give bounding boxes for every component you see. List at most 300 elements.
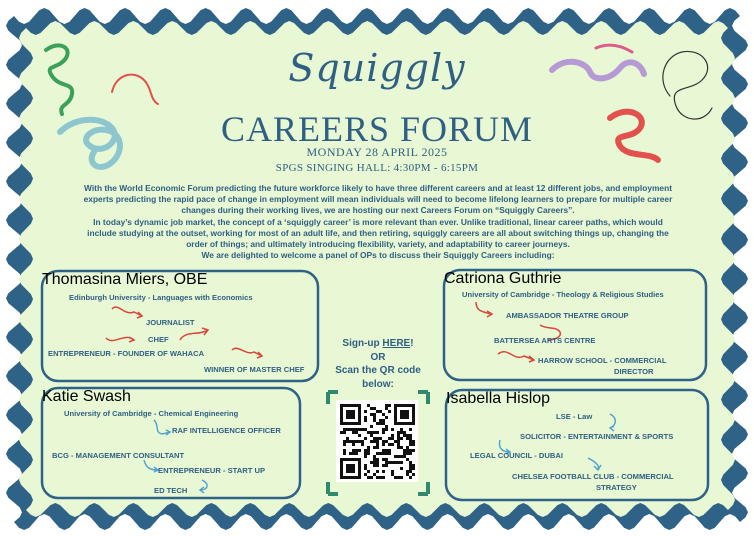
qr-module [400, 404, 403, 407]
qr-module [376, 446, 379, 449]
qr-module [349, 458, 352, 461]
qr-module [412, 413, 415, 416]
qr-module [403, 434, 406, 437]
qr-module [343, 443, 346, 446]
qr-module [400, 476, 403, 479]
qr-module [340, 410, 343, 413]
qr-module [340, 461, 343, 464]
qr-module [346, 437, 349, 440]
qr-module [358, 473, 361, 476]
qr-module [409, 452, 412, 455]
qr-module [412, 416, 415, 419]
qr-module [403, 449, 406, 452]
qr-module [388, 443, 391, 446]
qr-module [397, 422, 400, 425]
qr-module [409, 443, 412, 446]
speaker-name: Katie Swash [42, 388, 131, 405]
qr-module [373, 407, 376, 410]
qr-module [385, 440, 388, 443]
script-title: Squiggly [288, 46, 466, 90]
qr-module [355, 428, 358, 431]
qr-module [352, 431, 355, 434]
qr-module [400, 422, 403, 425]
qr-module [397, 476, 400, 479]
qr-module [400, 431, 403, 434]
qr-module [355, 452, 358, 455]
qr-module [394, 422, 397, 425]
qr-module [361, 443, 364, 446]
qr-module [406, 404, 409, 407]
qr-module [409, 437, 412, 440]
qr-module [385, 407, 388, 410]
card-thomasina [42, 271, 318, 381]
qr-module [409, 461, 412, 464]
qr-module [364, 410, 367, 413]
qr-module [376, 440, 379, 443]
qr-module [358, 467, 361, 470]
qr-module [391, 473, 394, 476]
qr-module [412, 422, 415, 425]
qr-module [358, 428, 361, 431]
qr-module [379, 476, 382, 479]
qr-module [409, 434, 412, 437]
qr-module [409, 449, 412, 452]
qr-module [382, 428, 385, 431]
qr-module [352, 428, 355, 431]
qr-module [340, 476, 343, 479]
qr-module [385, 461, 388, 464]
qr-module [394, 419, 397, 422]
qr-module [397, 446, 400, 449]
event-date: MONDAY 28 APRIL 2025 [306, 145, 448, 159]
career-step: HARROW SCHOOL - COMMERCIAL [538, 356, 667, 365]
qr-module [385, 449, 388, 452]
qr-module [340, 458, 343, 461]
speaker-study: University of Cambridge - Theology & Religious Studies [462, 290, 664, 299]
qr-module [400, 455, 403, 458]
qr-module [352, 464, 355, 467]
qr-module [343, 458, 346, 461]
qr-module [352, 422, 355, 425]
qr-module [358, 461, 361, 464]
signup-below: below: [362, 378, 394, 390]
qr-module [358, 464, 361, 467]
qr-module [409, 470, 412, 473]
qr-module [358, 404, 361, 407]
qr-module [352, 452, 355, 455]
qr-module [364, 455, 367, 458]
qr-module [400, 467, 403, 470]
qr-module [346, 476, 349, 479]
qr-module [397, 437, 400, 440]
qr-module [403, 410, 406, 413]
qr-module [364, 452, 367, 455]
qr-module [364, 428, 367, 431]
career-step: AMBASSADOR THEATRE GROUP [506, 311, 629, 320]
qr-module [412, 473, 415, 476]
qr-module [394, 461, 397, 464]
qr-module [349, 467, 352, 470]
career-step: DIRECTOR [614, 367, 654, 376]
qr-module [394, 440, 397, 443]
qr-module [346, 458, 349, 461]
intro-paragraph-3: We are delighted to welcome a panel of OPs to discuss their Squiggly Careers including: [201, 250, 555, 261]
qr-module [355, 458, 358, 461]
qr-module [355, 422, 358, 425]
qr-module [394, 410, 397, 413]
qr-module [373, 446, 376, 449]
qr-module [352, 467, 355, 470]
qr-module [412, 440, 415, 443]
qr-module [376, 422, 379, 425]
qr-module [406, 434, 409, 437]
qr-module [385, 452, 388, 455]
qr-module [385, 458, 388, 461]
event-venue: SPGS SINGING HALL: 4:30PM - 6:15PM [275, 162, 479, 174]
qr-module [391, 470, 394, 473]
qr-module [343, 428, 346, 431]
qr-module [412, 443, 415, 446]
qr-module [376, 461, 379, 464]
qr-module [412, 404, 415, 407]
speaker-study: Edinburgh University - Languages with Economics [69, 293, 253, 302]
qr-module [373, 464, 376, 467]
card-isabella [446, 390, 708, 500]
qr-module [358, 434, 361, 437]
qr-module [376, 476, 379, 479]
intro-paragraph-1: With the World Economic Forum predicting the future workforce likely to have three different careers and at least 12 different jobs, and employment experts predicting the rapid pace of change in employment will mean individuals will need to become lifelong learners to prepare for multiple career changes during their working lives, we are hosting our next Careers Forum on “Squiggly Careers”. [83, 183, 673, 216]
qr-module [367, 404, 370, 407]
qr-module [352, 443, 355, 446]
qr-module [397, 455, 400, 458]
career-step: SOLICITOR - ENTERTAINMENT & SPORTS [520, 432, 674, 441]
qr-module [352, 449, 355, 452]
qr-module [349, 422, 352, 425]
qr-module [373, 473, 376, 476]
qr-module [343, 440, 346, 443]
qr-module [373, 437, 376, 440]
qr-module [403, 452, 406, 455]
qr-module [403, 422, 406, 425]
qr-module [352, 404, 355, 407]
qr-module [412, 449, 415, 452]
qr-module [376, 464, 379, 467]
card-catriona [444, 270, 706, 380]
qr-module [403, 404, 406, 407]
qr-module [397, 434, 400, 437]
qr-module [343, 404, 346, 407]
qr-module [340, 404, 343, 407]
qr-module [343, 476, 346, 479]
qr-module [349, 410, 352, 413]
qr-module [367, 452, 370, 455]
qr-module [358, 407, 361, 410]
qr-module [376, 452, 379, 455]
qr-module [406, 413, 409, 416]
qr-module [349, 416, 352, 419]
qr-module [385, 428, 388, 431]
qr-module [385, 425, 388, 428]
qr-module [397, 431, 400, 434]
qr-module [358, 449, 361, 452]
qr-module [361, 428, 364, 431]
career-step: CHEF [148, 335, 169, 344]
qr-module [409, 428, 412, 431]
qr-module [340, 431, 343, 434]
qr-module [394, 407, 397, 410]
qr-module [409, 422, 412, 425]
qr-module [400, 428, 403, 431]
qr-module [400, 410, 403, 413]
qr-module [346, 470, 349, 473]
qr-module [364, 467, 367, 470]
qr-module [358, 419, 361, 422]
qr-module [400, 416, 403, 419]
qr-module [346, 440, 349, 443]
qr-module [367, 431, 370, 434]
qr-module [358, 476, 361, 479]
qr-module [406, 449, 409, 452]
qr-module [370, 425, 373, 428]
intro-paragraph-2: In today’s dynamic job market, the concept of a ‘squiggly career’ is more relevant than ever. Unlike traditional, linear career paths, which would include studying at the outset, working for most of an adult life, and then retiring, squiggly careers are all about switching things up, changing the order of things; and ultimately introducing flexibility, variety, and adaptability to career journeys. [87, 216, 669, 250]
qr-module [385, 464, 388, 467]
qr-module [406, 458, 409, 461]
qr-module [340, 422, 343, 425]
qr-module [409, 404, 412, 407]
qr-module [394, 404, 397, 407]
qr-module [376, 458, 379, 461]
qr-module [346, 428, 349, 431]
qr-module [382, 464, 385, 467]
qr-module [406, 446, 409, 449]
qr-module [373, 461, 376, 464]
qr-module [406, 422, 409, 425]
qr-module [400, 461, 403, 464]
qr-module [391, 437, 394, 440]
qr-module [400, 437, 403, 440]
qr-module [376, 431, 379, 434]
qr-module [379, 410, 382, 413]
qr-module [406, 452, 409, 455]
qr-module [379, 422, 382, 425]
qr-module [340, 413, 343, 416]
qr-module [382, 476, 385, 479]
career-step: ENTREPRENEUR - FOUNDER OF WAHACA [48, 349, 205, 358]
qr-module [352, 410, 355, 413]
qr-module [376, 410, 379, 413]
qr-module [358, 422, 361, 425]
qr-module [340, 467, 343, 470]
qr-module [349, 464, 352, 467]
qr-module [346, 413, 349, 416]
signup-block [328, 337, 428, 391]
qr-module [373, 458, 376, 461]
qr-module [397, 461, 400, 464]
qr-module [382, 449, 385, 452]
signup-suffix: ! [410, 338, 414, 349]
qr-module [367, 476, 370, 479]
qr-module [370, 440, 373, 443]
qr-module [388, 452, 391, 455]
qr-module [388, 461, 391, 464]
qr-module [346, 422, 349, 425]
qr-module [373, 413, 376, 416]
qr-module [343, 449, 346, 452]
qr-module [391, 428, 394, 431]
career-step: BATTERSEA ARTS CENTRE [494, 336, 596, 345]
qr-module [370, 407, 373, 410]
qr-module [382, 431, 385, 434]
qr-module [406, 473, 409, 476]
qr-module [412, 464, 415, 467]
qr-module [361, 440, 364, 443]
qr-module [358, 470, 361, 473]
qr-module [340, 473, 343, 476]
qr-module [370, 434, 373, 437]
qr-module [352, 413, 355, 416]
qr-module [409, 464, 412, 467]
qr-module [403, 413, 406, 416]
qr-module [355, 440, 358, 443]
qr-module [364, 464, 367, 467]
qr-module [406, 470, 409, 473]
qr-module [343, 452, 346, 455]
qr-module [409, 467, 412, 470]
card-katie [42, 388, 300, 498]
qr-module [346, 410, 349, 413]
qr-module [340, 464, 343, 467]
qr-module [346, 467, 349, 470]
qr-module [373, 419, 376, 422]
qr-module [364, 449, 367, 452]
qr-module [346, 416, 349, 419]
qr-module [391, 443, 394, 446]
qr-module [406, 416, 409, 419]
qr-module [412, 407, 415, 410]
qr-module [412, 419, 415, 422]
career-step: ED TECH [154, 486, 188, 495]
qr-module [343, 431, 346, 434]
qr-module [406, 437, 409, 440]
qr-module [352, 440, 355, 443]
qr-module [397, 443, 400, 446]
qr-module [394, 455, 397, 458]
qr-module [355, 431, 358, 434]
qr-module [358, 440, 361, 443]
qr-module [379, 452, 382, 455]
qr-module [355, 404, 358, 407]
qr-module [373, 455, 376, 458]
qr-module [364, 419, 367, 422]
qr-module [358, 410, 361, 413]
qr-module [406, 410, 409, 413]
qr-module [382, 458, 385, 461]
qr-module [349, 452, 352, 455]
qr-module [376, 470, 379, 473]
qr-module [352, 470, 355, 473]
signup-line [328, 337, 428, 351]
qr-module [370, 413, 373, 416]
speaker-name: Isabella Hislop [446, 390, 551, 407]
page-title: CAREERS FORUM [220, 109, 534, 149]
qr-module [349, 476, 352, 479]
qr-module [349, 440, 352, 443]
qr-module [385, 416, 388, 419]
qr-module [391, 434, 394, 437]
qr-module [385, 404, 388, 407]
qr-module [388, 449, 391, 452]
qr-module [349, 413, 352, 416]
qr-module [364, 416, 367, 419]
qr-module [370, 461, 373, 464]
qr-module [370, 476, 373, 479]
qr-module [343, 422, 346, 425]
qr-module [403, 431, 406, 434]
qr-module [349, 404, 352, 407]
qr-module [340, 419, 343, 422]
qr-module [373, 416, 376, 419]
qr-module [340, 470, 343, 473]
qr-module [376, 443, 379, 446]
career-step: JOURNALIST [146, 318, 195, 327]
qr-module [412, 410, 415, 413]
qr-module [388, 437, 391, 440]
career-step: BCG - MANAGEMENT CONSULTANT [52, 451, 185, 460]
signup-or: OR [370, 351, 386, 363]
qr-module [382, 470, 385, 473]
career-step: RAF INTELLIGENCE OFFICER [172, 426, 281, 435]
qr-module [388, 404, 391, 407]
speaker-study: University of Cambridge - Chemical Engineering [64, 409, 239, 418]
qr-module [382, 440, 385, 443]
career-step: CHELSEA FOOTBALL CLUB - COMMERCIAL [512, 472, 674, 481]
qr-module [367, 470, 370, 473]
qr-module [358, 458, 361, 461]
qr-module [382, 419, 385, 422]
qr-module [346, 464, 349, 467]
qr-module [409, 440, 412, 443]
career-step: STRATEGY [596, 483, 637, 492]
signup-prefix: Sign-up [342, 338, 383, 349]
qr-module [349, 428, 352, 431]
qr-module [373, 431, 376, 434]
qr-module [409, 476, 412, 479]
qr-module [373, 440, 376, 443]
qr-module [382, 452, 385, 455]
qr-module [394, 413, 397, 416]
qr-module [403, 416, 406, 419]
qr-module [400, 446, 403, 449]
qr-module [364, 473, 367, 476]
qr-module [388, 410, 391, 413]
qr-module [382, 413, 385, 416]
qr-module [412, 467, 415, 470]
qr-module [358, 416, 361, 419]
qr-module [364, 437, 367, 440]
qr-module [370, 431, 373, 434]
qr-module [358, 413, 361, 416]
qr-module [397, 440, 400, 443]
qr-module [346, 404, 349, 407]
qr-module [376, 437, 379, 440]
qr-module [394, 476, 397, 479]
career-step: ENTREPRENEUR - START UP [158, 466, 266, 475]
qr-module [352, 476, 355, 479]
qr-module [400, 413, 403, 416]
qr-module [355, 476, 358, 479]
qr-module [352, 416, 355, 419]
signup-link[interactable]: HERE [382, 338, 411, 349]
